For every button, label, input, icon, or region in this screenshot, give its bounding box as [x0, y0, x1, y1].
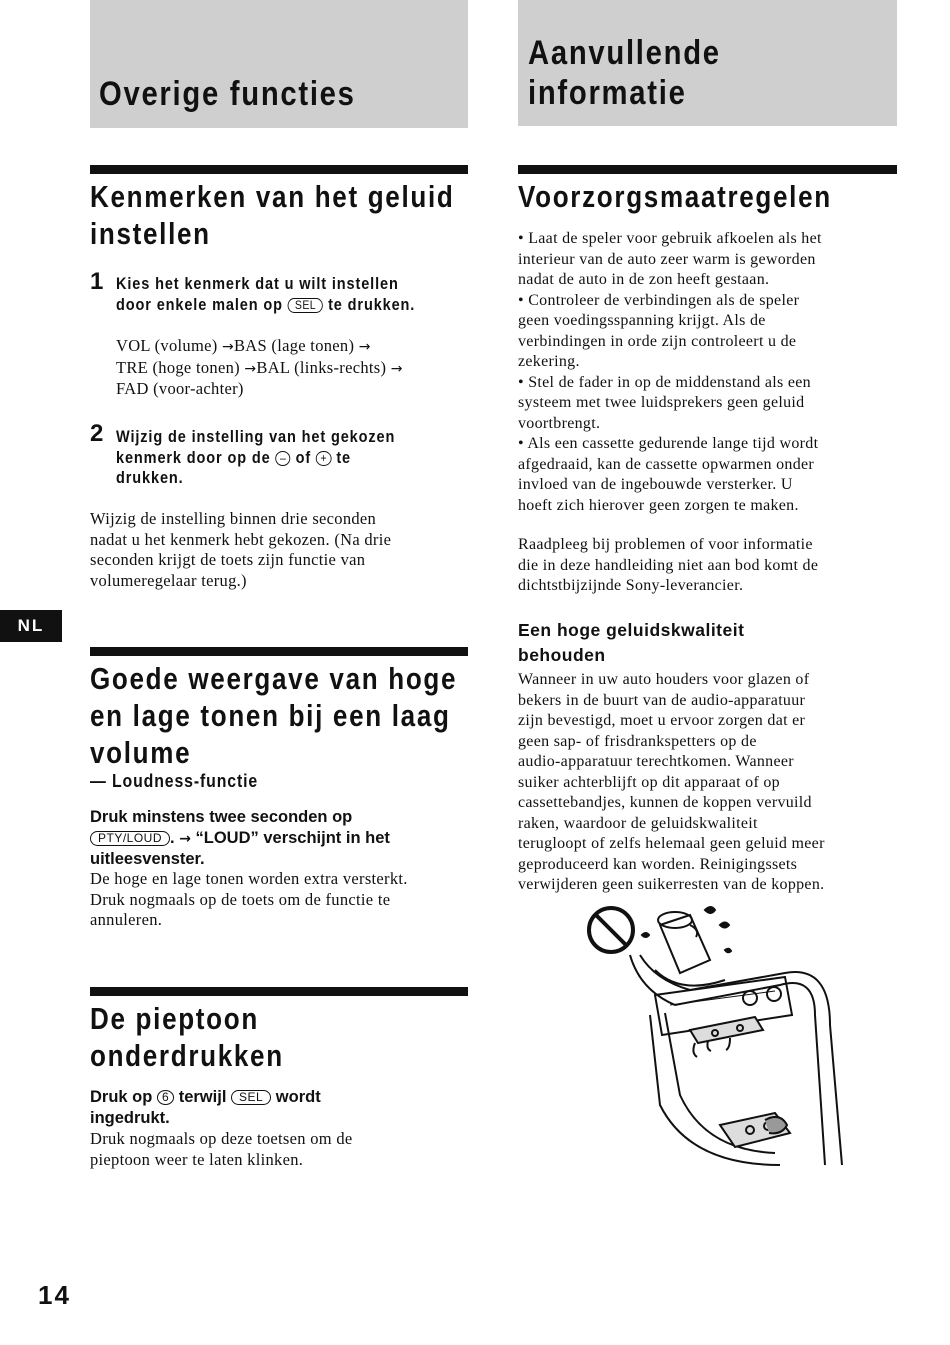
step-line: kenmerk door op de – of + te	[116, 448, 351, 467]
loudness-instruction: Druk minstens twee seconden op PTY/LOUD . → “LOUD” verschijnt in het uitleesvenster.	[90, 808, 390, 868]
left-banner-title: Overige functies	[99, 75, 356, 113]
section-rule	[90, 987, 468, 996]
list-item: • Laat de speler voor gebruik afkoelen als het interieur van de auto zeer warm is geworden nadat de auto in de zon heeft gestaan.	[518, 230, 822, 288]
loudness-subtitle: — Loudness-functie	[90, 771, 259, 791]
sound-settings-paragraph: Wijzig de instelling binnen drie seconden nadat u het kenmerk hebt gekozen. (Na drie seconden krijgt de toets zijn functie van volumeregelaar terug.)	[90, 509, 392, 590]
sel-key: SEL	[288, 298, 323, 313]
precautions-list	[518, 229, 822, 516]
language-tab: NL	[0, 610, 62, 642]
beep-instruction: Druk op 6 terwijl SEL wordt ingedrukt.	[90, 1088, 321, 1127]
section-title-loudness	[90, 660, 457, 771]
precautions-paragraph: Raadpleeg bij problemen of voor informatie die in deze handleiding niet aan bod komt de dichtstbijzijnde Sony-leverancier.	[518, 536, 819, 594]
arrow-right-icon: →	[390, 360, 403, 377]
sequence-line: FAD (voor-achter)	[116, 379, 244, 398]
step-line: Wijzig de instelling van het gekozen	[116, 428, 396, 446]
arrow-right-icon: →	[221, 339, 234, 355]
title-line: en lage tonen bij een laag	[90, 698, 451, 733]
arrow-right-icon: →	[179, 830, 191, 847]
no-spilled-drink-illustration	[580, 895, 880, 1175]
right-banner	[518, 0, 897, 126]
sequence-line: VOL (volume) →BAS (lage tonen) →	[116, 336, 371, 355]
step-number: 2	[90, 420, 104, 447]
title-line: onderdrukken	[90, 1038, 284, 1073]
sound-quality-paragraph: Wanneer in uw auto houders voor glazen of bekers in de buurt van de audio-apparatuur zijn bevestigd, moet u ervoor zorgen dat er geen sap- of frisdrankspetters op de audio-apparatuur terechtkomen. Wanneer suiker achterblijft op dit apparaat of op cassettebandjes, kunnen de koppen vervuild raken, waardoor de geluidskwaliteit terugloopt of zelfs helemaal geen geluid meer geproduceerd kan worden. Reinigingssets verwijderen geen suikerresten van de koppen.	[518, 671, 825, 893]
key-6: 6	[157, 1090, 174, 1105]
pty-loud-key: PTY/LOUD	[90, 831, 170, 846]
right-banner-title: Aanvullende informatie	[528, 34, 721, 112]
step-number: 1	[90, 268, 104, 295]
arrow-right-icon: →	[358, 339, 371, 355]
loudness-paragraph: De hoge en lage tonen worden extra versterkt. Druk nogmaals op de toets om de functie te annuleren.	[90, 869, 408, 929]
list-item: • Als een cassette gedurende lange tijd wordt afgedraaid, kan de cassette opwarmen onder invloed van de ingebouwde versterker. U hoeft zich hierover geen zorgen te maken.	[518, 435, 819, 514]
section-title-beep	[90, 1000, 284, 1074]
section-rule	[90, 165, 468, 174]
prohibition-icon	[589, 908, 633, 952]
step-2-instruction	[116, 427, 395, 489]
title-line: De pieptoon	[90, 1001, 259, 1036]
arrow-right-icon: →	[244, 360, 257, 377]
sound-quality-heading: Een hoge geluidskwaliteit behouden	[518, 620, 745, 665]
section-rule	[518, 165, 897, 174]
sel-key: SEL	[231, 1090, 271, 1105]
sequence-line: TRE (hoge tonen) →BAL (links-rechts) →	[116, 357, 403, 377]
section-title-precautions: Voorzorgsmaatregelen	[518, 179, 832, 214]
beep-paragraph: Druk nogmaals op deze toetsen om de pieptoon weer te laten klinken.	[90, 1129, 353, 1169]
title-line: instellen	[90, 216, 211, 251]
title-line: volume	[90, 735, 192, 770]
title-line: Goede weergave van hoge	[90, 661, 458, 696]
section-title-sound-settings	[90, 178, 454, 252]
list-item: • Stel de fader in op de middenstand als een systeem met twee luidsprekers geen geluid voortbrengt.	[518, 373, 811, 432]
list-item: • Controleer de verbindingen als de speler geen voedingsspanning krijgt. Als de verbindingen in orde zijn controleert u de zekering.	[518, 291, 800, 370]
section-rule	[90, 647, 468, 656]
step-line: door enkele malen op SEL te drukken.	[116, 295, 416, 314]
minus-key: –	[276, 451, 291, 466]
plus-key: +	[316, 451, 331, 466]
title-line: Kenmerken van het geluid	[90, 179, 455, 214]
step-line: Kies het kenmerk dat u wilt instellen	[116, 275, 399, 293]
adjustment-sequence	[116, 336, 403, 400]
step-1-instruction	[116, 274, 415, 315]
step-line: drukken.	[116, 469, 184, 487]
left-banner	[90, 0, 468, 128]
page-number: 14	[38, 1280, 71, 1310]
